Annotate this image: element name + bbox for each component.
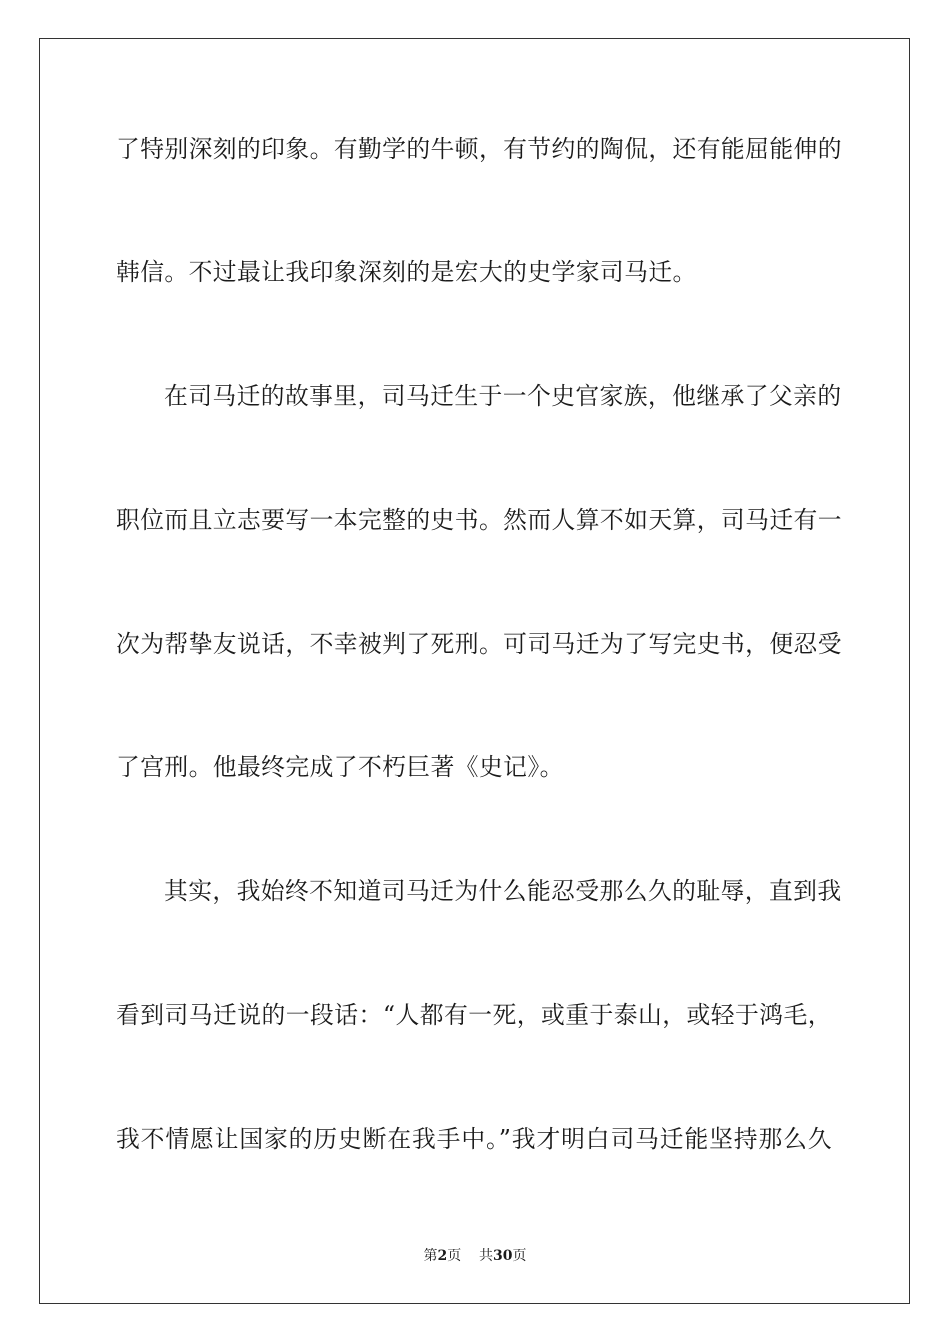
page-footer (0, 1246, 950, 1266)
footer-total-suffix: 页 (512, 1248, 527, 1264)
text-line-7: 其实，我始终不知道司马迁为什么能忍受那么久的耻辱，直到我 (164, 877, 842, 905)
text-line-5: 次为帮挚友说话，不幸被判了死刑。可司马迁为了写完史书，便忍受 (116, 630, 842, 658)
footer-page-total: 30 (493, 1248, 513, 1264)
text-line-8: 看到司马迁说的一段话：“人都有一死，或重于泰山，或轻于鸿毛， (116, 1001, 832, 1029)
text-line-3: 在司马迁的故事里，司马迁生于一个史官家族，他继承了父亲的 (164, 382, 842, 410)
text-line-9: 我不情愿让国家的历史断在我手中。”我才明白司马迁能坚持那么久 (116, 1125, 832, 1153)
text-line-2: 韩信。不过最让我印象深刻的是宏大的史学家司马迁。 (116, 258, 697, 286)
footer-total-prefix: 共 (479, 1248, 494, 1264)
text-line-4: 职位而且立志要写一本完整的史书。然而人算不如天算，司马迁有一 (116, 506, 842, 534)
page-frame (39, 38, 910, 1304)
text-line-6: 了宫刑。他最终完成了不朽巨著《史记》。 (116, 753, 564, 781)
text-line-1: 了特别深刻的印象。有勤学的牛顿，有节约的陶侃，还有能屈能伸的 (116, 135, 842, 163)
footer-page-suffix: 页 (447, 1248, 462, 1264)
footer-page-current: 2 (437, 1248, 448, 1264)
footer-page-prefix: 第 (423, 1248, 438, 1264)
